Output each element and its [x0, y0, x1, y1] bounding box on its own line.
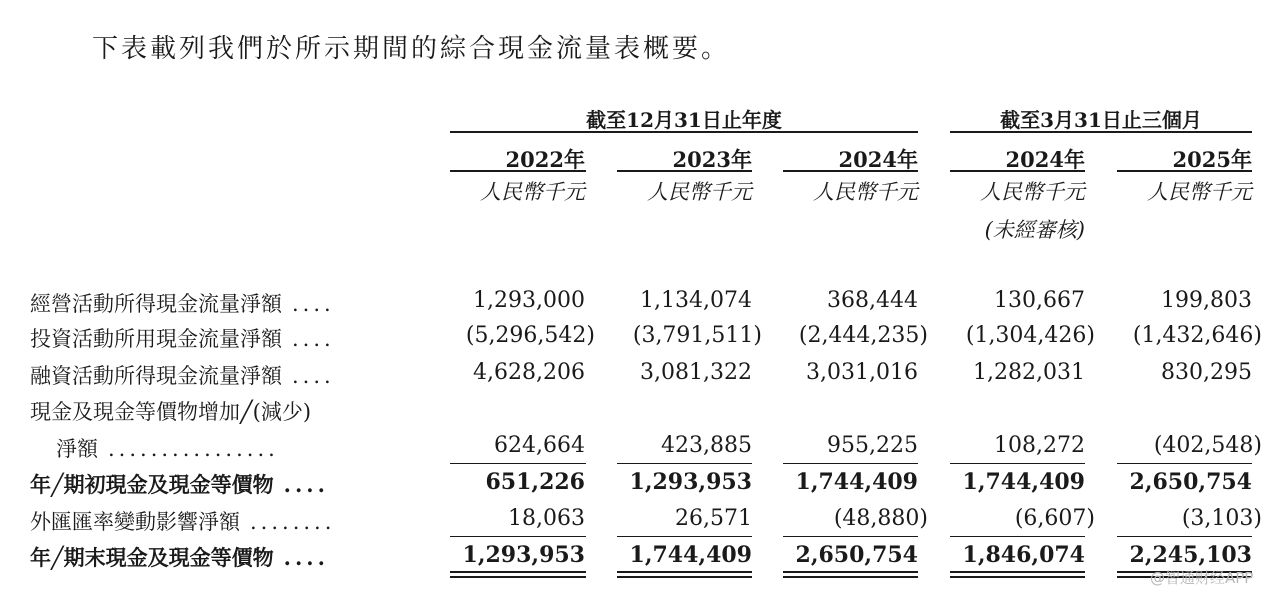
cell-net-change-5: (402,548): [1153, 433, 1262, 458]
cell-closing-cash-2: 1,744,409: [629, 542, 752, 568]
cell-opening-cash-2: 1,293,953: [629, 469, 752, 495]
year-underline-2: [617, 170, 752, 172]
cell-fx-effect-5: (3,103): [1181, 506, 1262, 531]
group-header-quarterly: 截至3月31日止三個月: [1000, 108, 1202, 132]
cell-financing-5: 830,295: [1161, 360, 1252, 385]
cell-closing-cash-1: 1,293,953: [462, 542, 585, 568]
cell-operating-2: 1,134,074: [640, 288, 752, 313]
rule-net-change-2: [617, 463, 752, 464]
rule-fx-effect-1: [450, 536, 586, 537]
row-label-closing-cash: 年╱期末現金及現金等價物 ....: [30, 545, 329, 570]
double-rule-2: [617, 571, 752, 578]
group-header-annual: 截至12月31日止年度: [586, 108, 782, 132]
cell-investing-4: (1,304,426): [965, 323, 1095, 348]
rule-fx-effect-2: [617, 536, 752, 537]
cell-net-change-1: 624,664: [494, 433, 585, 458]
column-unaudited-note: (未經審核): [984, 218, 1085, 242]
cell-opening-cash-4: 1,744,409: [962, 469, 1085, 495]
cell-financing-3: 3,031,016: [806, 360, 918, 385]
column-unit-4: 人民幣千元: [980, 180, 1085, 204]
column-unit-5: 人民幣千元: [1147, 180, 1252, 204]
year-underline-4: [950, 170, 1085, 172]
cell-operating-1: 1,293,000: [473, 288, 585, 313]
cell-opening-cash-1: 651,226: [485, 469, 585, 495]
double-rule-4: [950, 571, 1085, 578]
column-unit-2: 人民幣千元: [647, 180, 752, 204]
double-rule-3: [783, 571, 918, 578]
row-label-net-change: 淨額 ................: [56, 437, 279, 461]
cell-fx-effect-2: 26,571: [675, 506, 752, 531]
year-underline-3: [783, 170, 918, 172]
rule-net-change-5: [1117, 463, 1252, 464]
row-label-operating: 經營活動所得現金流量淨額 ....: [30, 292, 335, 316]
column-year-2: 2023年: [672, 147, 752, 172]
cell-operating-3: 368,444: [827, 288, 918, 313]
watermark: @智通财经APP: [1150, 569, 1254, 587]
cell-closing-cash-3: 2,650,754: [795, 542, 918, 568]
cell-opening-cash-3: 1,744,409: [795, 469, 918, 495]
rule-fx-effect-5: [1117, 536, 1252, 537]
double-rule-1: [450, 571, 586, 578]
column-unit-1: 人民幣千元: [480, 180, 585, 204]
rule-fx-effect-4: [950, 536, 1085, 537]
year-underline-5: [1117, 170, 1252, 172]
row-label-financing: 融資活動所得現金流量淨額 ....: [30, 364, 335, 388]
cell-fx-effect-1: 18,063: [508, 506, 585, 531]
rule-fx-effect-3: [783, 536, 918, 537]
column-year-1: 2022年: [505, 147, 585, 172]
cell-financing-2: 3,081,322: [640, 360, 752, 385]
column-year-5: 2025年: [1172, 147, 1252, 172]
cell-investing-1: (5,296,542): [465, 323, 595, 348]
cell-investing-3: (2,444,235): [798, 323, 928, 348]
rule-net-change-1: [450, 463, 586, 464]
row-label-investing: 投資活動所用現金流量淨額 ....: [30, 327, 335, 351]
year-underline-1: [450, 170, 586, 172]
intro-text: 下表載列我們於所示期間的綜合現金流量表概要。: [92, 34, 731, 64]
cell-net-change-2: 423,885: [661, 433, 752, 458]
cell-closing-cash-5: 2,245,103: [1129, 542, 1252, 568]
rule-net-change-4: [950, 463, 1085, 464]
cell-net-change-3: 955,225: [827, 433, 918, 458]
group-underline-annual: [450, 131, 918, 133]
cell-operating-5: 199,803: [1161, 288, 1252, 313]
cell-operating-4: 130,667: [994, 288, 1085, 313]
row-label-net-change-heading: 現金及現金等價物增加╱(減少): [30, 400, 312, 424]
rule-net-change-3: [783, 463, 918, 464]
row-label-fx-effect: 外匯匯率變動影響淨額 ........: [30, 510, 336, 534]
column-year-3: 2024年: [838, 147, 918, 172]
cell-fx-effect-4: (6,607): [1014, 506, 1095, 531]
cell-opening-cash-5: 2,650,754: [1129, 469, 1252, 495]
cell-investing-5: (1,432,646): [1132, 323, 1262, 348]
cell-fx-effect-3: (48,880): [833, 506, 928, 531]
cell-closing-cash-4: 1,846,074: [962, 542, 1085, 568]
cell-net-change-4: 108,272: [994, 433, 1085, 458]
group-underline-quarterly: [950, 131, 1252, 133]
cell-financing-1: 4,628,206: [473, 360, 585, 385]
cell-financing-4: 1,282,031: [973, 360, 1085, 385]
column-year-4: 2024年: [1005, 147, 1085, 172]
cell-investing-2: (3,791,511): [632, 323, 762, 348]
column-unit-3: 人民幣千元: [813, 180, 918, 204]
row-label-opening-cash: 年╱期初現金及現金等價物 ....: [30, 472, 329, 497]
